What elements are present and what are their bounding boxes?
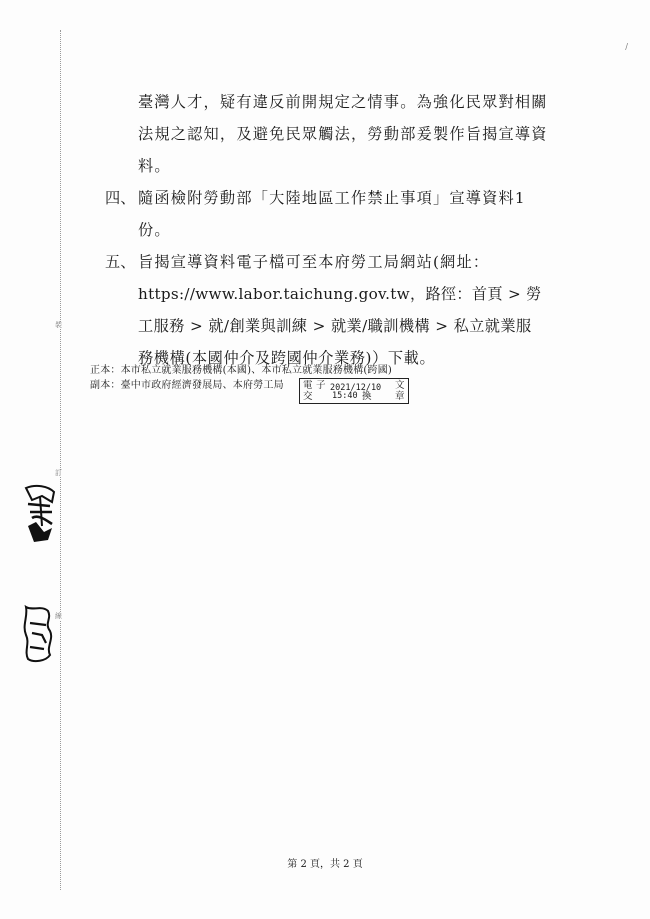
item-4-line: 份。 [138,221,171,239]
stamp-char: 子 [316,380,326,391]
binding-margin-line [60,30,61,890]
item-5-line: 旨揭宣導資料電子檔可至本府勞工局網站(網址： [138,253,490,271]
item-5-url-line: https://www.labor.taichung.gov.tw，路徑：首頁 > 勞 [138,285,542,303]
corner-mark: / [625,42,628,51]
stamp-char: 文 [395,380,405,391]
item-number-4: 四、 [105,189,136,207]
copy-recipients: 副本：臺中市政府經濟發展局、本府勞工局 [90,380,284,391]
paragraph-line: 法規之認知，及避免民眾觸法，勞動部爰製作旨揭宣導資 [138,125,548,143]
page-number: 第 2 頁，共 2 頁 [287,859,363,870]
paragraph-line: 臺灣人才，疑有違反前開規定之情事。為強化民眾對相關 [138,93,548,111]
item-number-5: 五、 [105,253,136,271]
seal-fragment-top [22,482,58,546]
stamp-char: 交 [303,391,313,402]
stamp-time: 15:40 [332,391,358,401]
item-4-line: 隨函檢附勞動部「大陸地區工作禁止事項」宣導資料1 [138,189,526,207]
stamp-char: 換 [362,391,372,402]
seal-fragment-bottom [20,603,56,667]
item-5-line: 工服務 > 就/創業與訓練 > 就業/職訓機構 > 私立就業服 [138,317,532,335]
stamp-char: 電 [303,380,313,391]
binding-mark-bind: 裝 [55,321,62,329]
electronic-exchange-stamp [299,378,409,404]
stamp-char: 章 [395,391,405,402]
binding-mark-line: 線 [55,612,62,620]
binding-mark-staple: 訂 [55,469,62,477]
stamp-date: 2021/12/10 [330,383,382,393]
paragraph-line: 料。 [138,157,171,175]
main-recipients: 正本：本市私立就業服務機構(本國)、本市私立就業服務機構(跨國) [90,365,393,376]
item-5-line: 務機構(本國仲介及跨國仲介業務)）下載。 [138,349,436,367]
